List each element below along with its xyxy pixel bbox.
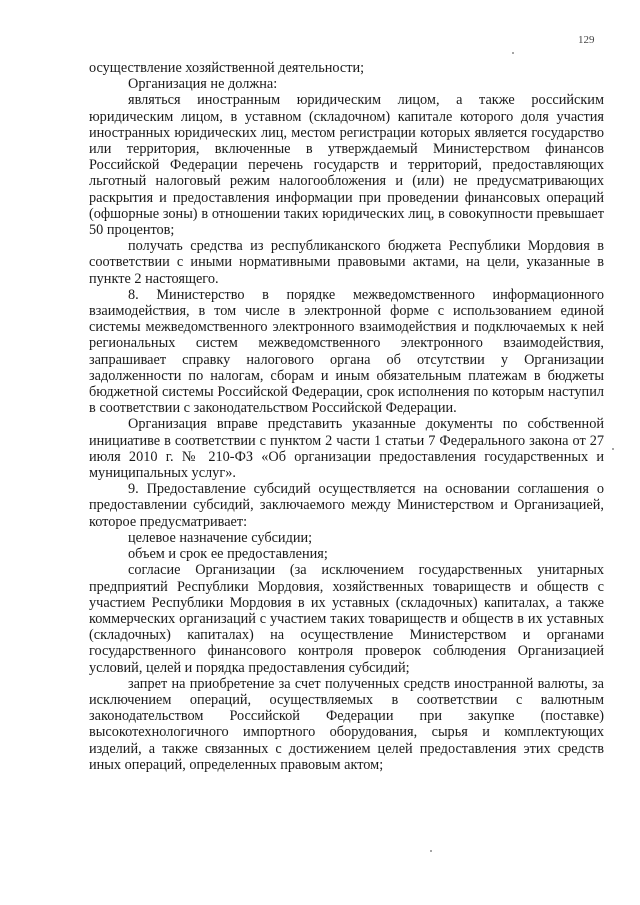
document-body [89,60,604,773]
paragraph-8: целевое назначение субсидии; [128,529,313,546]
paragraph-11: запрет на приобретение за счет полученных средств иностранной валюты, за исключением операций, осуществляемых в соответствии с валютным законодательством Российской Федерации при закупке (поставке) высокотехнологичного импортного оборудования, сырья и комплектующих изделий, а также связанных с достижением целей предоставления этих средств иных операций, определенных правовым актом; [89,675,604,773]
page-number: 129 [578,34,595,46]
paragraph-10: согласие Организации (за исключением государственных унитарных предприятий Республики Мордовия, хозяйственных товариществ и обществ с участием Республики Мордовия в их уставных (складочных) капиталах, а также коммерческих организаций с участием таких товариществ и обществ в их уставных (складочных) капиталах) на осуществление Министерством и органами государственного финансового контроля проверок соблюдения Организацией условий, целей и порядка предоставления субсидий; [89,562,604,676]
paragraph-9: объем и срок ее предоставления; [128,546,328,563]
paragraph-6: Организация вправе представить указанные документы по собственной инициативе в соответствии с пунктом 2 части 1 статьи 7 Федерального закона от 27 июля 2010 г. № 210-ФЗ «Об организации предоставления государственных и муниципальных услуг». [89,416,604,482]
scan-speck [430,850,432,852]
paragraph-7: 9. Предоставление субсидий осуществляется на основании соглашения о предоставлении субсидий, заключаемого между Министерством и Организацией, которое предусматривает: [89,481,604,530]
scan-speck [612,448,614,450]
paragraph-1: осуществление хозяйственной деятельности; [89,60,365,76]
paragraph-3: являться иностранным юридическим лицом, а также российским юридическим лицом, в уставном (складочном) капитале которого доля участия иностранных юридических лиц, местом регистрации которых является государство или территория, включенные в утверждаемый Министерством финансов Российской Федерации перечень государств и территорий, предоставляющих льготный налоговый режим налогообложения и (или) не предусматривающих раскрытия и предоставления информации при проведении финансовых операций (офшорные зоны) в отношении таких юридических лиц, в совокупности превышает 50 процентов; [89,92,604,239]
scan-speck [512,52,514,54]
paragraph-2: Организация не должна: [128,76,278,93]
paragraph-4: получать средства из республиканского бюджета Республики Мордовия в соответствии с иными нормативными правовыми актами, на цели, указанные в пункте 2 настоящего. [89,238,604,287]
paragraph-5: 8. Министерство в порядке межведомственного информационного взаимодействия, в том числе в электронной форме с использованием единой системы межведомственного электронного взаимодействия и подключаемых к ней региональных систем межведомственного электронного взаимодействия, запрашивает справку налогового органа об отсутствии у Организации задолженности по налогам, сборам и иным обязательным платежам в бюджеты бюджетной системы Российской Федерации, срок исполнения по которым наступил в соответствии с законодательством Российской Федерации. [89,286,604,417]
